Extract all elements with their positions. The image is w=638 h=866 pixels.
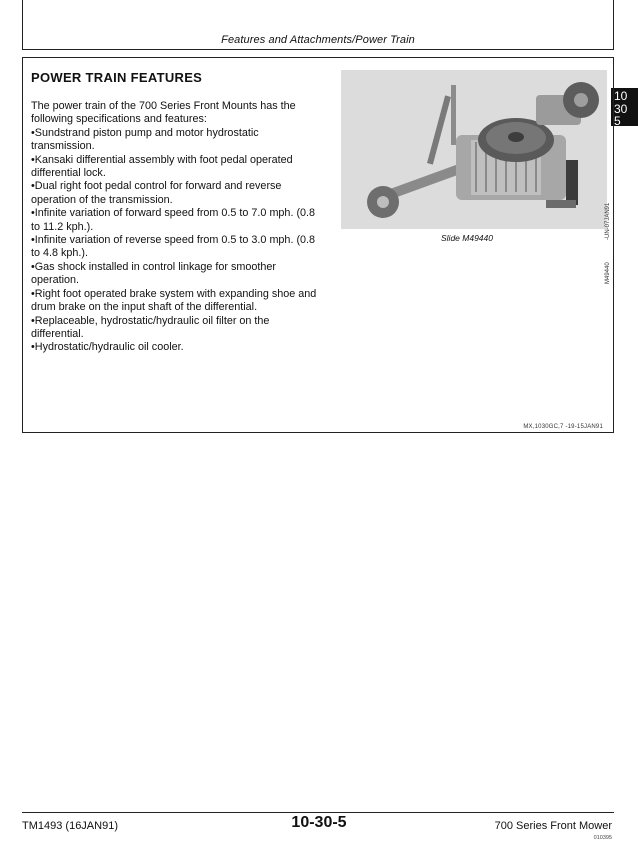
tab-line-2: 30 — [614, 101, 628, 116]
page-heading: POWER TRAIN FEATURES — [31, 70, 203, 85]
section-title: Features and Attachments/Power Train — [221, 34, 415, 46]
feature-item: •Infinite variation of reverse speed from 0.5 to 3.0 mph. (0.8 to 4.8 kph.). — [31, 234, 316, 260]
header-frame — [22, 0, 614, 50]
feature-item: •Replaceable, hydrostatic/hydraulic oil filter on the differential. — [31, 314, 270, 340]
photo-caption: Slide M49440 — [441, 233, 493, 243]
power-train-illustration — [341, 70, 607, 229]
intro-paragraph: The power train of the 700 Series Front Mounts has the following specifications and features: — [31, 100, 296, 126]
body-text — [31, 100, 321, 355]
feature-item: •Gas shock installed in control linkage for smoother operation. — [31, 260, 277, 287]
feature-item: •Right foot operated brake system with expanding shoe and drum brake on the input shaft of the differential. — [31, 287, 317, 314]
document-code: MX,1030GC,7 -19-15JAN91 — [523, 424, 603, 430]
power-train-photo — [341, 70, 607, 229]
tab-line-3: 5 — [614, 114, 621, 128]
content-frame — [22, 57, 614, 433]
feature-list — [31, 127, 321, 355]
feature-item: •Hydrostatic/hydraulic oil cooler. — [31, 341, 184, 354]
feature-item: •Dual right foot pedal control for forward and reverse operation of the transmission. — [31, 180, 282, 206]
feature-item: •Sundstrand piston pump and motor hydrostatic transmission. — [31, 126, 259, 153]
footer-product-name: 700 Series Front Mower — [494, 820, 612, 832]
feature-item: •Infinite variation of forward speed from 0.5 to 7.0 mph. (0.8 to 11.2 kph.). — [31, 207, 316, 233]
footer-divider — [22, 812, 614, 813]
page-number: 10-30-5 — [291, 814, 347, 831]
section-tab — [611, 88, 638, 126]
footer-manual-id: TM1493 (16JAN91) — [22, 820, 118, 832]
photo-id-date: -UN-07JAN91 — [605, 202, 611, 240]
footer-code: 010395 — [593, 835, 612, 841]
feature-item: •Kansaki differential assembly with foot pedal operated differential lock. — [31, 153, 293, 180]
tab-line-1: 10 — [614, 89, 628, 103]
photo-id-number: M49440 — [605, 262, 611, 284]
